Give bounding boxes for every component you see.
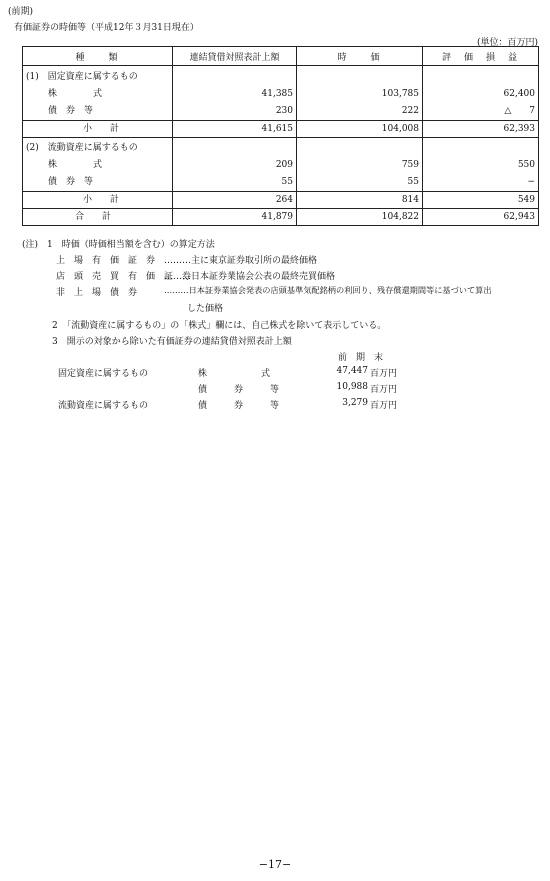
note-3: 3 開示の対象から除いた有価証券の連結貸借対照表計上額 — [52, 337, 292, 347]
table-cell: 103,785 — [381, 89, 419, 99]
note-1-heading: (注) 1 時価（時価相当額を含む）の算定方法 — [22, 240, 215, 250]
table-cell: 814 — [297, 192, 423, 209]
group-label: (2) 流動資産に属するもの — [26, 143, 138, 153]
table-cell: 209 — [275, 160, 293, 170]
note-1-continuation: した価格 — [187, 304, 224, 314]
table-cell: 549 — [423, 192, 539, 209]
securities-table — [22, 46, 539, 226]
note-1-item-label: 非 上 場 債 券 — [56, 288, 138, 298]
period-label: (前期) — [8, 7, 34, 17]
document-title: 有価証券の時価等（平成12年３月31日現在） — [14, 23, 199, 33]
group-current-assets — [23, 138, 539, 192]
page-number: −17− — [258, 858, 292, 871]
subtotal-row — [23, 121, 539, 138]
total-row — [23, 209, 539, 226]
total-label: 合 計 — [23, 209, 173, 226]
header-valuation-gain: 評 価 損 益 — [423, 47, 539, 66]
header-market-value: 時 価 — [297, 47, 423, 66]
table-cell: − — [527, 177, 535, 187]
table-cell: 41,385 — [261, 89, 293, 99]
header-book-value: 連結貸借対照表計上額 — [173, 47, 297, 66]
note-3-group: 流動資産に属するもの — [58, 401, 149, 411]
table-cell: 550 — [517, 160, 535, 170]
group-label: (1) 固定資産に属するもの — [26, 72, 138, 82]
table-cell: 62,943 — [423, 209, 539, 226]
note-3-kind: 債 券 等 — [198, 401, 280, 411]
table-cell: 62,400 — [503, 89, 535, 99]
note-3-unit: 百万円 — [370, 369, 398, 379]
note-3-kind: 株 式 — [198, 369, 271, 379]
note-3-kind: 債 券 等 — [198, 385, 280, 395]
table-cell: 264 — [173, 192, 297, 209]
row-label: 債 券 等 — [48, 177, 94, 187]
note-3-value: 3,279 — [342, 398, 368, 408]
note-3-value: 10,988 — [336, 382, 368, 392]
row-label: 株 式 — [48, 89, 103, 99]
note-3-group: 固定資産に属するもの — [58, 369, 149, 379]
note-3-unit: 百万円 — [370, 401, 398, 411]
table-cell: 759 — [401, 160, 419, 170]
table-cell: 41,879 — [173, 209, 297, 226]
table-cell: 104,008 — [297, 121, 423, 138]
note-2: 2 「流動資産に属するもの」の「株式」欄には、自己株式を除いて表示している。 — [52, 321, 387, 331]
note-3-column-header: 前 期 末 — [338, 353, 384, 363]
note-1-item-label: 上 場 有 価 証 券 — [56, 256, 156, 266]
row-label: 株 式 — [48, 160, 103, 170]
table-cell: 222 — [401, 106, 419, 116]
note-3-unit: 百万円 — [370, 385, 398, 395]
note-3-value: 47,447 — [336, 366, 368, 376]
note-1-item-text: ………日本証券業協会公表の最終売買価格 — [164, 272, 336, 282]
table-cell: 230 — [275, 106, 293, 116]
table-header-row — [23, 47, 539, 66]
group-fixed-assets — [23, 66, 539, 121]
row-label: 債 券 等 — [48, 106, 94, 116]
subtotal-label: 小 計 — [23, 192, 173, 209]
table-cell: 62,393 — [423, 121, 539, 138]
table-cell: 55 — [281, 177, 293, 187]
table-cell: △ 7 — [504, 106, 535, 116]
table-cell: 41,615 — [173, 121, 297, 138]
header-type: 種 類 — [23, 47, 173, 66]
table-cell: 104,822 — [297, 209, 423, 226]
note-1-item-text: ………日本証券業協会発表の店頭基準気配銘柄の利回り、残存償還期間等に基づいて算出 — [164, 285, 492, 295]
note-1-item-text: ………主に東京証券取引所の最終価格 — [164, 256, 318, 266]
subtotal-row — [23, 192, 539, 209]
note-1-item-label: 店 頭 売 買 有 価 証 券 — [56, 272, 192, 282]
unit-label: (単位：百万円) — [476, 38, 538, 48]
table-cell: 55 — [407, 177, 419, 187]
subtotal-label: 小 計 — [23, 121, 173, 138]
